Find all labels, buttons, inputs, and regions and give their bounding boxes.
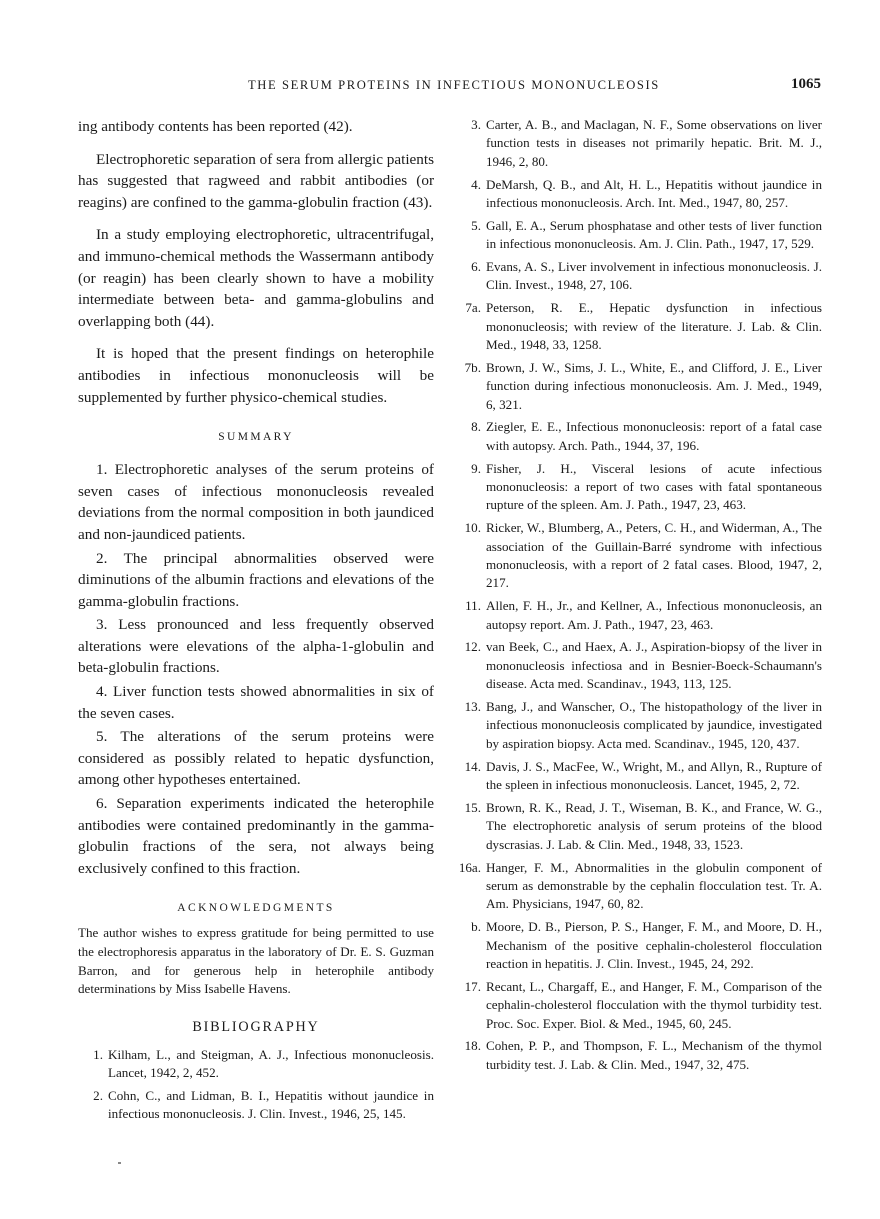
summary-item: 3. Less pronounced and less frequently observed alterations were elevations of the alpha-1-globulin and beta-globulin fractions. [78,616,434,677]
reference-text: DeMarsh, Q. B., and Alt, H. L., Hepatitis without jaundice in infectious mononucleosis. Arch. Int. Med., 1947, 80, 257. [486,176,822,211]
reference-text: Ziegler, E. E., Infectious mononucleosis: report of a fatal case with autopsy. Arch. Path., 1944, 37, 196. [486,419,822,453]
reference-number: 14. [464,758,481,774]
reference-number: 2. [93,1087,103,1103]
reference-text: Kilham, L., and Steigman, A. J., Infectious mononucleosis. Lancet, 1942, 2, 452. [108,1046,434,1081]
print-speck [118,1162,121,1164]
reference-text: Cohen, P. P., and Thompson, F. L., Mechanism of the thymol turbidity test. J. Lab. & Clin. Med., 1947, 32, 475. [486,1038,822,1072]
reference-number: b. [471,919,481,935]
summary-item: 2. The principal abnormalities observed were diminutions of the albumin fractions and elevations of the gamma-globulin fractions. [78,549,434,610]
reference-number: 8. [471,419,481,435]
reference-number: 5. [471,217,481,233]
reference-number: 1. [93,1046,103,1062]
reference-number: 10. [464,520,481,536]
reference-text: Carter, A. B., and Maclagan, N. F., Some observations on liver function tests in diseases not primarily hepatic. Brit. M. J., 1946, 2, 80. [486,117,822,169]
reference-number: 18. [464,1038,481,1054]
reference-number: 4. [471,176,481,192]
reference-text: Ricker, W., Blumberg, A., Peters, C. H., and Widerman, A., The association of the Guillain-Barré syndrome with infectious mononucleosis, with a report of 2 fatal cases. Blood, 1947, 2, 217. [486,520,822,591]
reference-number: 11. [465,598,481,614]
summary-heading: SUMMARY [218,431,294,444]
reference-text: van Beek, C., and Haex, A. J., Aspiration-biopsy of the liver in mononucleosis infectiosa and in Besnier-Boeck-Schaumann's disease. Acta med. Scandinav., 1943, 113, 125. [486,639,822,692]
reference-entry [456,418,822,455]
reference-text: Recant, L., Chargaff, E., and Hanger, F. M., Comparison of the cephalin-cholesterol flocculation with the thymol turbidity test. Proc. Soc. Exper. Biol. & Med., 1945, 60, 245. [486,978,822,1031]
acknowledgments-text: The author wishes to express gratitude for being permitted to use the electrophoresis apparatus in the laboratory of Dr. E. S. Guzman Barron, and for generous help in heterophile antibody determinations by Miss Isabelle Havens. [78,925,434,997]
reference-entry [78,1087,434,1124]
summary-item: 6. Separation experiments indicated the heterophile antibodies were contained predominantly in the gamma-globulin fractions of the sera, not always being exclusively confined to this fraction. [78,795,434,877]
reference-text: Evans, A. S., Liver involvement in infectious mononucleosis. J. Clin. Invest., 1948, 27, 106. [486,259,822,293]
reference-number: 12. [464,639,481,655]
summary-item: 4. Liver function tests showed abnormalities in six of the seven cases. [78,683,434,722]
reference-text: Allen, F. H., Jr., and Kellner, A., Infectious mononucleosis, an autopsy report. Am. J. Path., 1947, 23, 463. [486,598,822,632]
reference-number: 3. [471,117,481,132]
reference-entry [456,299,822,354]
summary-item: 1. Electrophoretic analyses of the serum proteins of seven cases of infectious mononucleosis revealed deviations from the normal composition in both jaundiced and non-jaundiced patients. [78,461,434,543]
reference-text: Fisher, J. H., Visceral lesions of acute infectious mononucleosis: a report of two cases with fatal spontaneous rupture of the spleen. Am. J. Path., 1947, 23, 463. [486,460,822,513]
reference-entry [456,698,822,753]
reference-number: 16a. [458,859,481,875]
reference-entry [456,918,822,973]
body-paragraph: Electrophoretic separation of sera from allergic patients has suggested that ragweed and rabbit antibodies (or reagins) are confined to the gamma-globulin fraction (43). [78,150,434,211]
body-paragraph: In a study employing electrophoretic, ultracentrifugal, and immuno-chemical methods the Wassermann antibody (or reagin) has been clearly shown to have a mobility intermediate between beta- and gamma-globulins and overlapping both (44). [78,226,434,330]
reference-entry [456,519,822,593]
reference-entry [456,799,822,854]
acknowledgments-heading: ACKNOWLEDGMENTS [177,902,335,915]
reference-entry [456,460,822,515]
summary-item: 5. The alterations of the serum proteins were considered as possibly related to hepatic dysfunction, among other hypotheses entertained. [78,728,434,789]
reference-number: 15. [464,799,481,815]
body-paragraph: ing antibody contents has been reported (42). [78,118,353,135]
reference-text: Davis, J. S., MacFee, W., Wright, M., and Allyn, R., Rupture of the spleen in infectious mononucleosis. Lancet, 1945, 2, 72. [486,758,822,793]
reference-number: 7a. [465,300,481,316]
reference-number: 6. [471,259,481,275]
page-header [78,78,821,100]
reference-number: 17. [464,978,481,994]
body-paragraph: It is hoped that the present findings on heterophile antibodies in infectious mononucleosis will be supplemented by further physico-chemical studies. [78,345,434,406]
reference-text: Brown, J. W., Sims, J. L., White, E., and Clifford, J. E., Liver function during infectious mononucleosis. Am. J. Med., 1949, 6, 321. [486,359,822,412]
reference-entry [456,597,822,634]
running-title: THE SERUM PROTEINS IN INFECTIOUS MONONUCLEOSIS [248,78,660,92]
reference-text: Cohn, C., and Lidman, B. I., Hepatitis without jaundice in infectious mononucleosis. J. Clin. Invest., 1946, 25, 145. [108,1087,434,1122]
reference-text: Gall, E. A., Serum phosphatase and other tests of liver function in infectious mononucleosis. Am. J. Clin. Path., 1947, 17, 529. [486,217,822,252]
reference-text: Bang, J., and Wanscher, O., The histopathology of the liver in infectious mononucleosis complicated by jaundice, investigated by aspiration biopsy. Acta med. Scandinav., 1945, 120, 437. [486,699,822,751]
reference-number: 9. [471,460,481,476]
page-number: 1065 [791,76,821,92]
right-column [456,116,822,1079]
left-column [78,116,434,1128]
reference-entry [456,258,822,295]
reference-entry [456,859,822,914]
reference-text: Brown, R. K., Read, J. T., Wiseman, B. K., and France, W. G., The electrophoretic analysis of serum proteins of the blood dyscrasias. J. Lab. & Clin. Med., 1948, 33, 1523. [486,799,822,852]
reference-number: 7b. [464,359,481,375]
reference-entry [456,758,822,795]
reference-entry [456,978,822,1033]
summary-list [78,459,434,879]
reference-entry [456,176,822,213]
reference-entry [456,116,822,171]
reference-entry [78,1046,434,1083]
reference-entry [456,638,822,693]
reference-text: Peterson, R. E., Hepatic dysfunction in infectious mononucleosis; with review of the literature. J. Lab. & Clin. Med., 1948, 33, 1258. [486,300,822,353]
reference-text: Moore, D. B., Pierson, P. S., Hanger, F. M., and Moore, D. H., Mechanism of the positive cephalin-cholesterol flocculation reaction in hepatitis. J. Clin. Invest., 1945, 24, 292. [486,919,822,971]
reference-text: Hanger, F. M., Abnormalities in the globulin component of serum as demonstrable by the cephalin flocculation test. Tr. A. Am. Physicians, 1947, 60, 82. [486,859,822,912]
reference-entry [456,359,822,414]
reference-number: 13. [464,699,481,715]
reference-entry [456,1037,822,1074]
reference-entry [456,217,822,254]
bibliography-heading: BIBLIOGRAPHY [192,1018,320,1035]
